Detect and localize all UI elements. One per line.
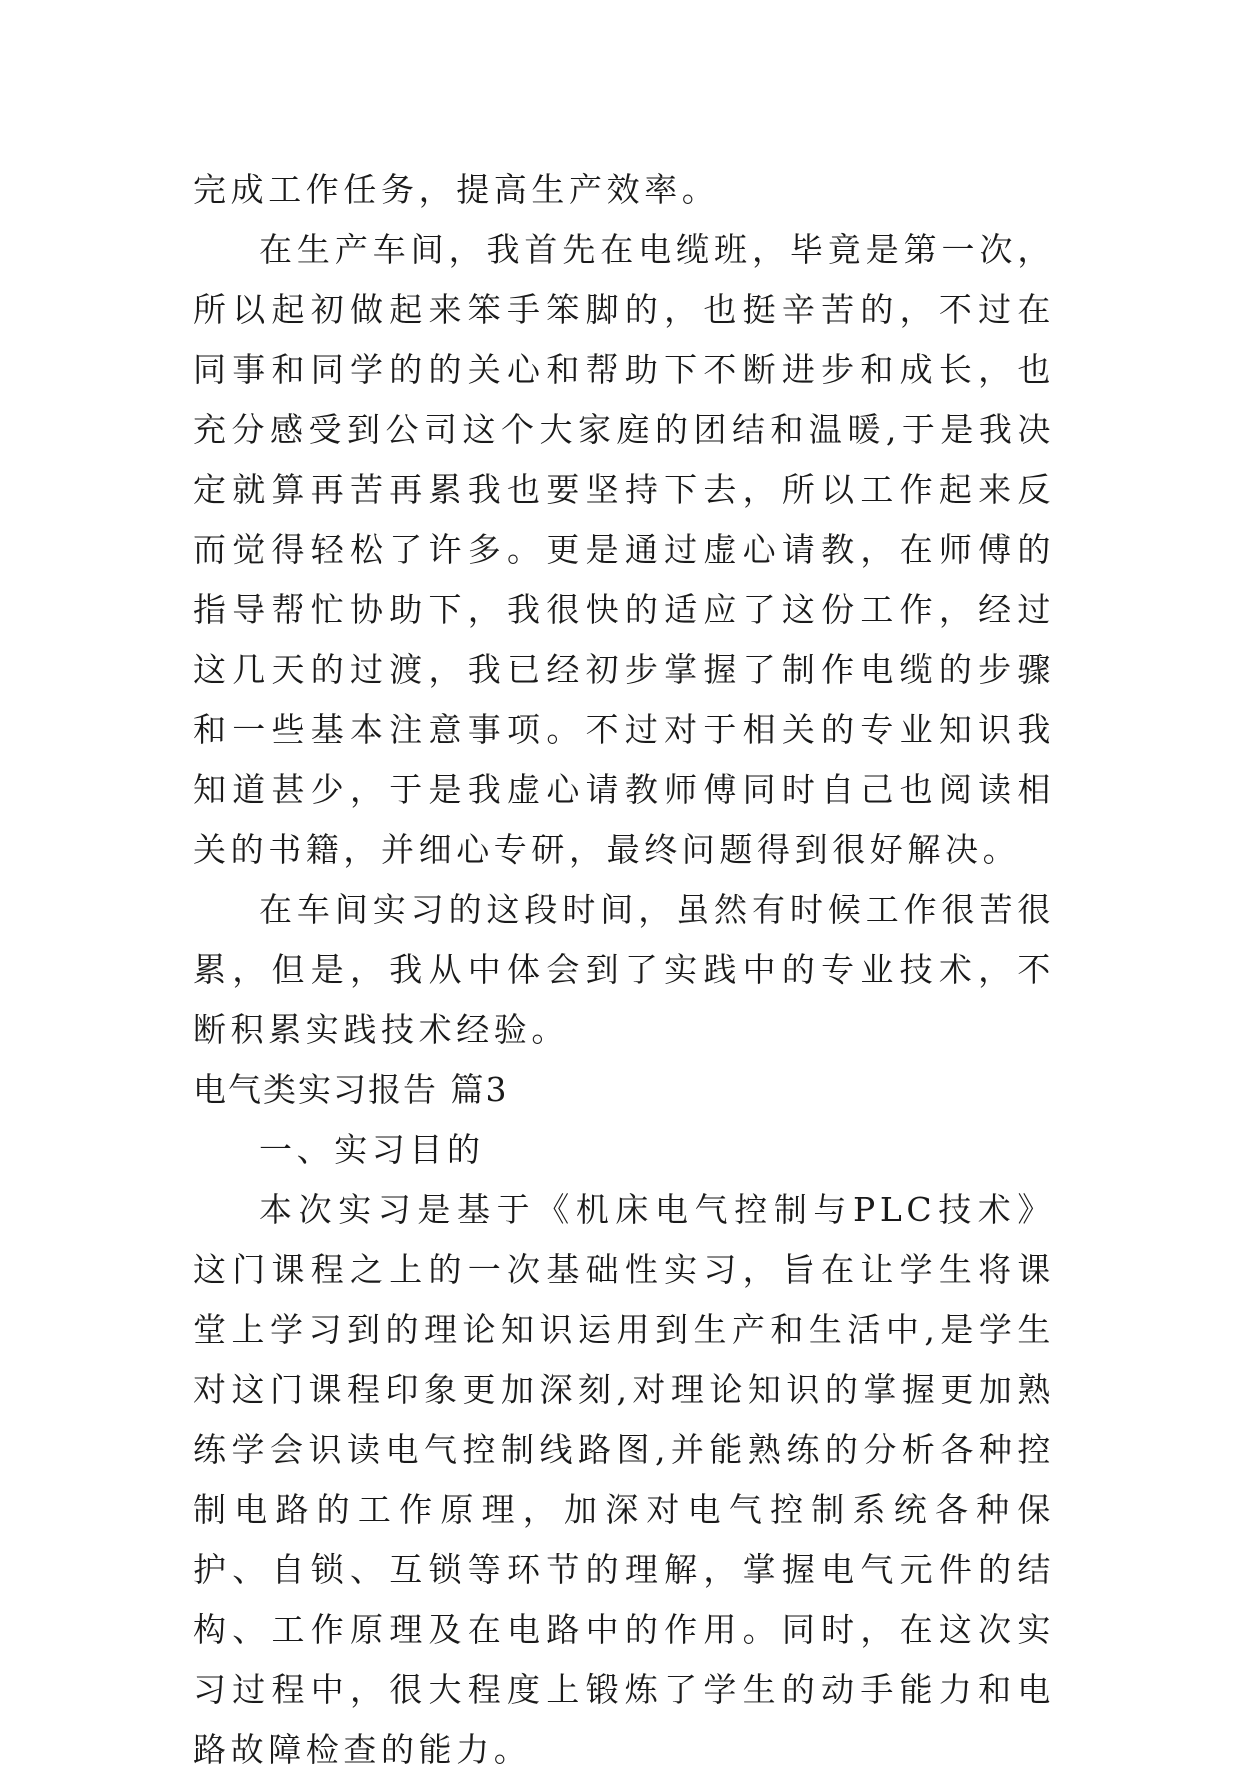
section-title: 电气类实习报告 篇3 <box>193 1070 509 1109</box>
paragraph-purpose: 本次实习是基于《机床电气控制与PLC技术》这门课程之上的一次基础性实习，旨在让学生将课堂上学习到的理论知识运用到生产和生活中,是学生对这门课程印象更加深刻,对理论知识的掌握更加熟练学会识读电气控制线路图,并能熟练的分析各种控制电路的工作原理，加深对电气控制系统各种保护、自锁、互锁等环节的理解，掌握电气元件的结构、工作原理及在电路中的作用。同时，在这次实习过程中，很大程度上锻炼了学生的动手能力和电路故障检查的能力。 <box>193 1190 1055 1769</box>
paragraph-continued: 完成工作任务，提高生产效率。 <box>193 170 720 209</box>
paragraph-workshop: 在生产车间，我首先在电缆班，毕竟是第一次，所以起初做起来笨手笨脚的，也挺辛苦的，不过在同事和同学的的关心和帮助下不断进步和成长，也充分感受到公司这个大家庭的团结和温暖,于是我决定就算再苦再累我也要坚持下去，所以工作起来反而觉得轻松了许多。更是通过虚心请教，在师傅的指导帮忙协助下，我很快的适应了这份工作，经过这几天的过渡，我已经初步掌握了制作电缆的步骤和一些基本注意事项。不过对于相关的专业知识我知道甚少，于是我虚心请教师傅同时自己也阅读相关的书籍，并细心专研，最终问题得到很好解决。 <box>193 230 1055 869</box>
document-body <box>193 160 1055 1780</box>
paragraph-experience: 在车间实习的这段时间，虽然有时候工作很苦很累，但是，我从中体会到了实践中的专业技术，不断积累实践技术经验。 <box>193 890 1055 1049</box>
subheading-purpose: 一、实习目的 <box>259 1130 485 1169</box>
